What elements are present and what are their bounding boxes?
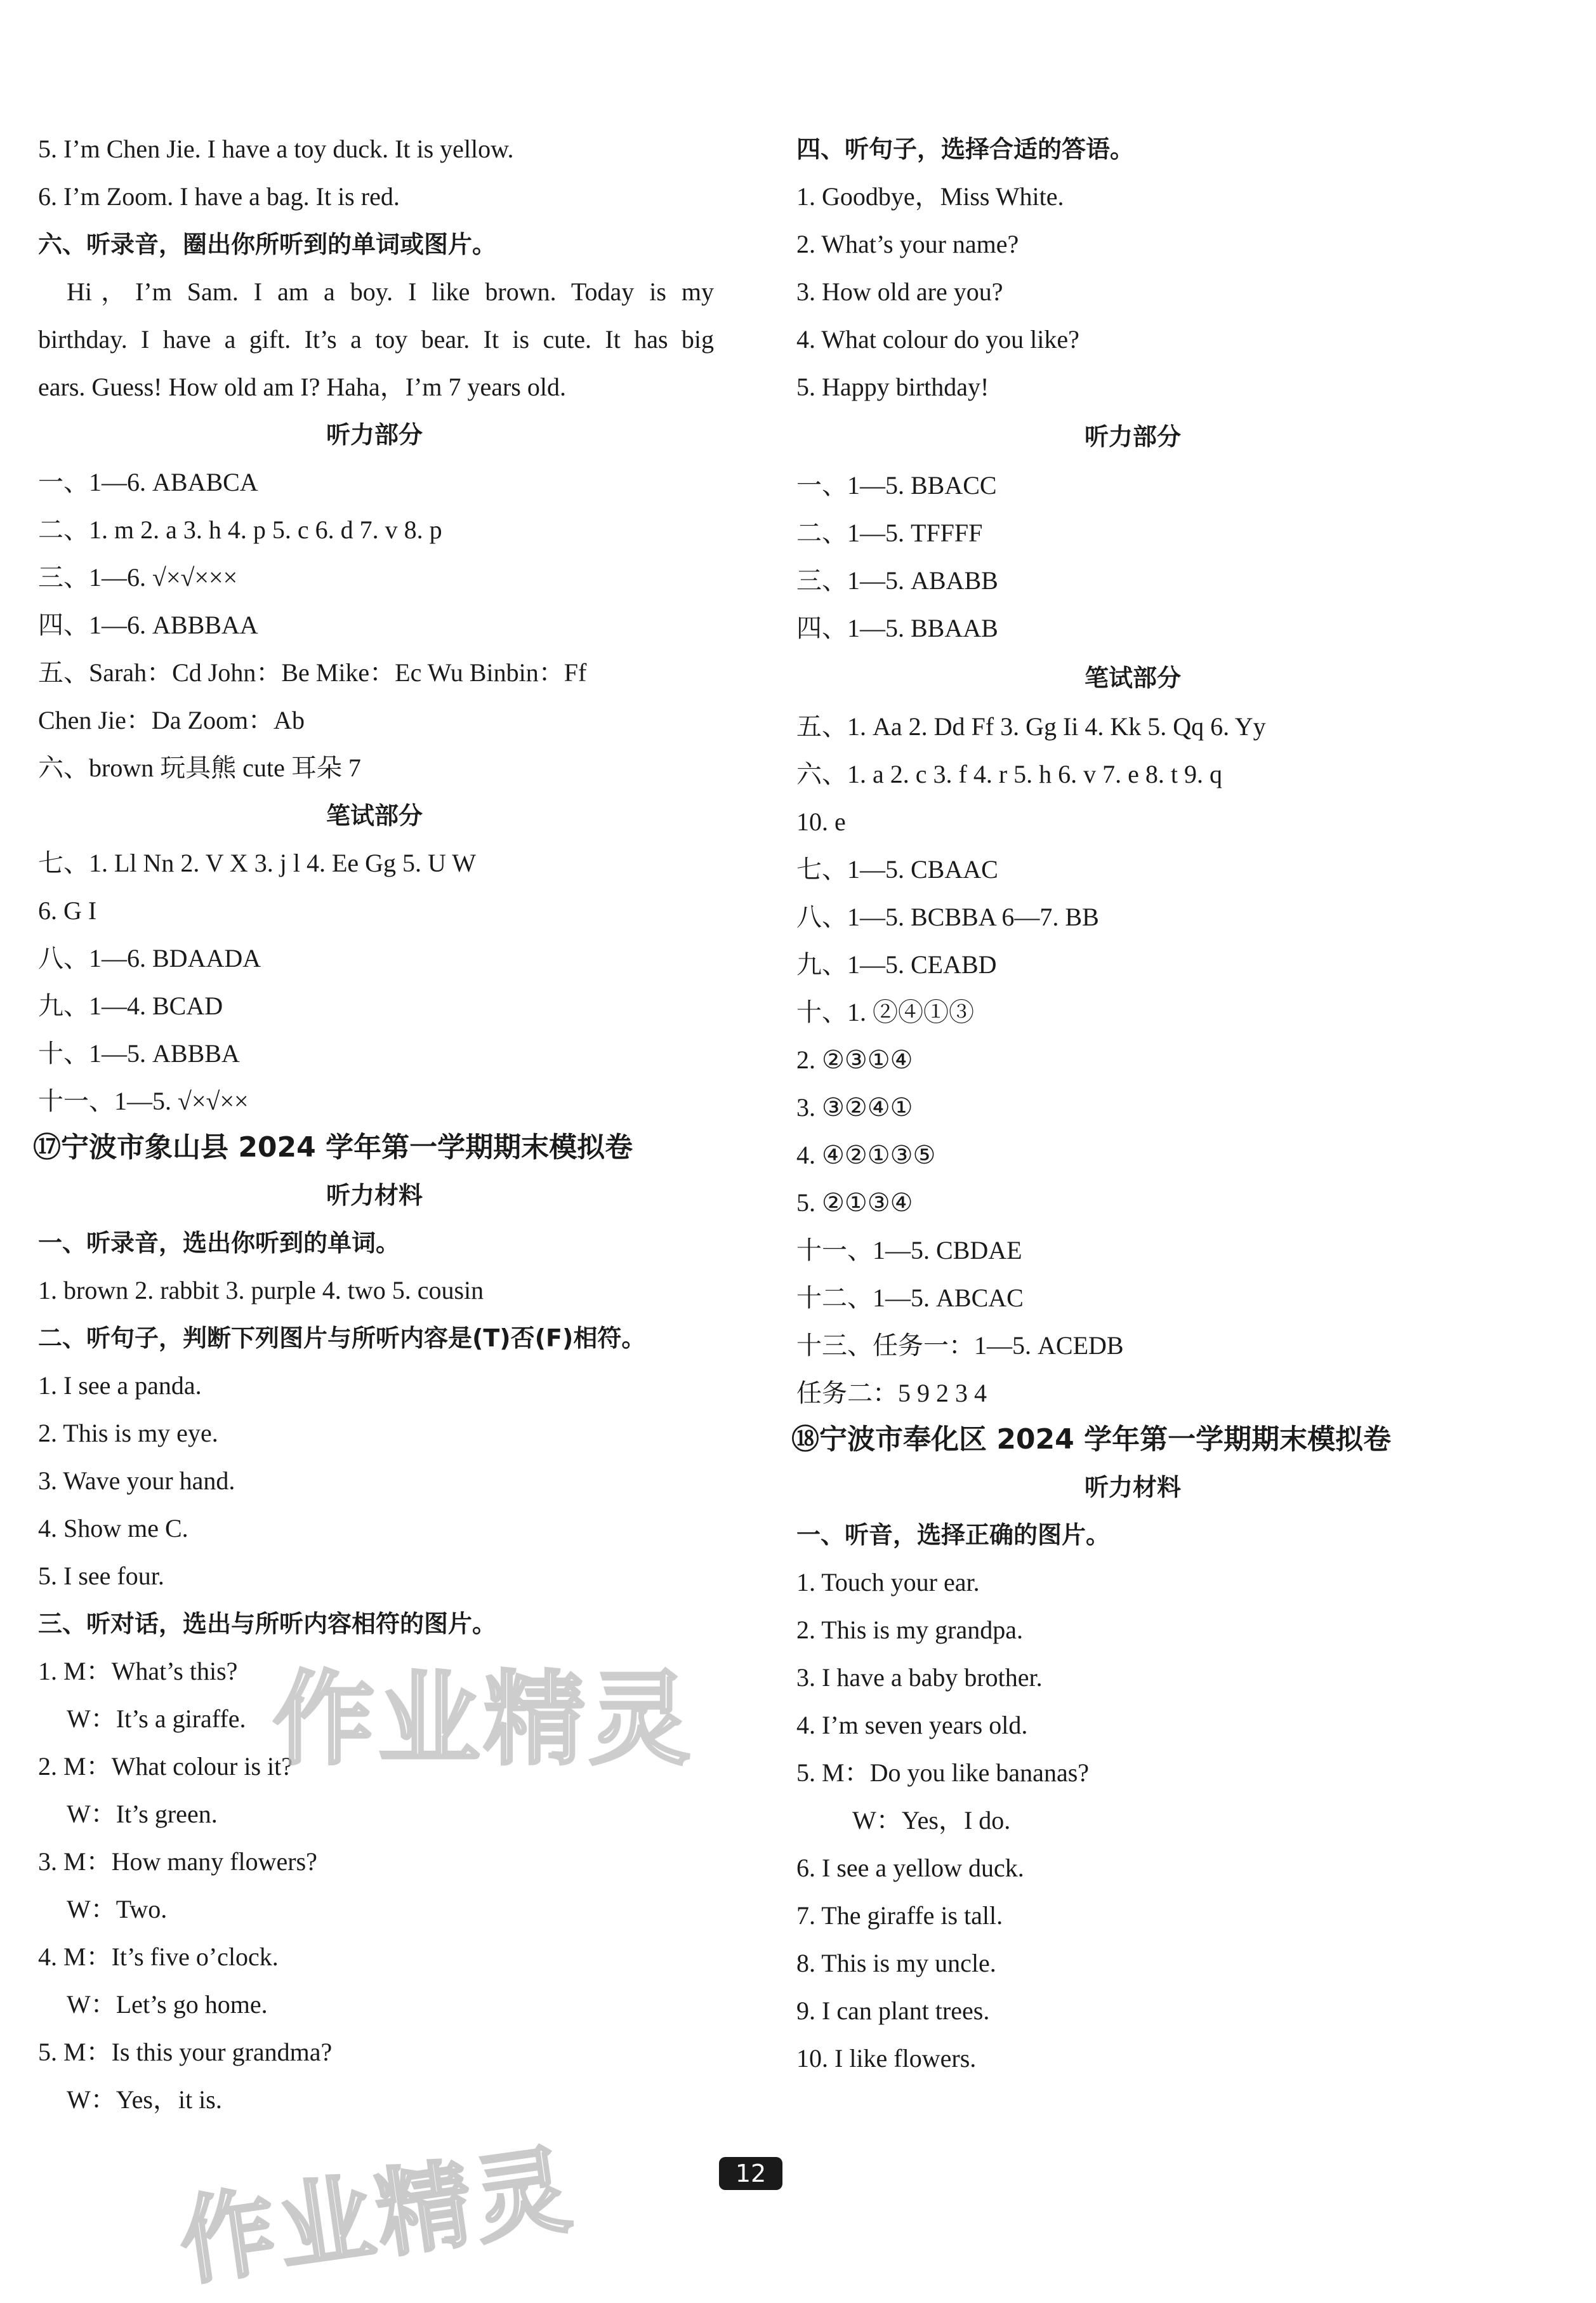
text-line: 4. I’m seven years old.: [796, 1711, 1028, 1739]
text-line: 5. Happy birthday!: [796, 373, 989, 401]
text-line: 2. ②③①④: [796, 1045, 913, 1074]
page-number: 12: [719, 2157, 782, 2190]
text-line: 2. M：What colour is it?: [38, 1752, 293, 1781]
text-line: 五、Sarah：Cd John：Be Mike：Ec Wu Binbin：Ff: [38, 658, 587, 687]
text-line: 三、1—6. √×√×××: [38, 563, 238, 592]
text-line: 2. This is my grandpa.: [796, 1616, 1024, 1644]
text-line: 六、1. a 2. c 3. f 4. r 5. h 6. v 7. e 8. t 9. q: [796, 760, 1223, 788]
text-line: 四、1—6. ABBBAA: [38, 611, 258, 639]
text-line: 10. I like flowers.: [796, 2044, 977, 2073]
text-line: 二、1—5. TFFFF: [796, 519, 983, 547]
text-line: 4. ④②①③⑤: [796, 1141, 936, 1169]
text-line: 任务二：5 9 2 3 4: [796, 1379, 987, 1407]
question-heading: 一、听录音，选出你听到的单词。: [38, 1229, 400, 1257]
text-line: 3. Wave your hand.: [38, 1466, 235, 1495]
text-line: 7. The giraffe is tall.: [796, 1901, 1003, 1930]
question-heading: 二、听句子，判断下列图片与所听内容是(T)否(F)相符。: [38, 1324, 646, 1352]
text-line: birthday. I have a gift. It’s a toy bear. It is cute. It has big: [38, 325, 714, 354]
text-line: 九、1—4. BCAD: [38, 992, 223, 1020]
text-line: Chen Jie：Da Zoom：Ab: [38, 706, 305, 734]
section-title: ⑱宁波市奉化区 2024 学年第一学期期末模拟卷: [791, 1423, 1392, 1456]
text-line: 2. What’s your name?: [796, 230, 1019, 258]
text-line: 3. M：How many flowers?: [38, 1847, 317, 1876]
text-line: 5. ②①③④: [796, 1188, 913, 1217]
text-line: 6. I’m Zoom. I have a bag. It is red.: [38, 182, 400, 211]
text-line: 十、1. ②④①③: [796, 998, 974, 1026]
text-line: 8. This is my uncle.: [796, 1949, 996, 1977]
text-line: 4. M：It’s five o’clock.: [38, 1942, 279, 1971]
text-line: 五、1. Aa 2. Dd Ff 3. Gg Ii 4. Kk 5. Qq 6. Yy: [796, 712, 1266, 741]
text-line: ears. Guess! How old am I? Haha，I’m 7 years old.: [38, 373, 566, 401]
question-heading: 一、听音，选择正确的图片。: [796, 1521, 1111, 1549]
text-line: 5. M：Do you like bananas?: [796, 1758, 1090, 1787]
text-line: 5. I see four.: [38, 1562, 164, 1590]
text-line: 3. ③②④①: [796, 1093, 913, 1122]
watermark-logo-middle: 作业精灵: [273, 1660, 695, 1779]
text-line: 6. I see a yellow duck.: [796, 1854, 1024, 1882]
text-line: Hi，I’m Sam. I am a boy. I like brown. Today is my: [67, 277, 714, 306]
text-line: 1. I see a panda.: [38, 1371, 202, 1400]
text-line: 1. Touch your ear.: [796, 1568, 980, 1596]
part-heading: 听力部分: [326, 421, 423, 449]
text-line: 七、1—5. CBAAC: [796, 855, 998, 884]
text-line: 八、1—5. BCBBA 6—7. BB: [796, 903, 1099, 931]
question-heading: 六、听录音，圈出你所听到的单词或图片。: [38, 230, 497, 258]
text-line: 十、1—5. ABBBA: [38, 1039, 240, 1068]
text-line: 十一、1—5. CBDAE: [796, 1236, 1022, 1264]
part-heading: 笔试部分: [326, 802, 423, 830]
text-line: W：Yes，it is.: [67, 2085, 222, 2114]
text-line: 5. I’m Chen Jie. I have a toy duck. It is yellow.: [38, 135, 514, 163]
text-line: 1. M：What’s this?: [38, 1657, 238, 1685]
part-heading: 笔试部分: [1084, 664, 1181, 692]
text-line: W：It’s green.: [67, 1800, 218, 1828]
part-heading: 听力材料: [326, 1181, 423, 1209]
text-line: 三、1—5. ABABB: [796, 566, 998, 595]
text-line: 4. Show me C.: [38, 1514, 188, 1543]
question-heading: 三、听对话，选出与所听内容相符的图片。: [38, 1610, 497, 1638]
text-line: W：It’s a giraffe.: [67, 1704, 246, 1733]
text-line: 四、1—5. BBAAB: [796, 614, 998, 642]
text-line: 10. e: [796, 807, 846, 836]
text-line: 十二、1—5. ABCAC: [796, 1284, 1024, 1312]
text-line: 九、1—5. CEABD: [796, 950, 997, 979]
text-line: 3. How old are you?: [796, 277, 1003, 306]
text-line: 十三、任务一：1—5. ACEDB: [796, 1331, 1124, 1360]
question-heading: 四、听句子，选择合适的答语。: [796, 135, 1135, 163]
text-line: 2. This is my eye.: [38, 1419, 218, 1447]
text-line: 八、1—6. BDAADA: [38, 944, 261, 972]
watermark-logo-bottom: 作业精灵: [173, 2134, 581, 2299]
text-line: 4. What colour do you like?: [796, 325, 1079, 354]
text-line: 1. Goodbye，Miss White.: [796, 182, 1064, 211]
text-line: 十一、1—5. √×√××: [38, 1087, 249, 1115]
text-line: W：Two.: [67, 1895, 168, 1923]
text-line: 1. brown 2. rabbit 3. purple 4. two 5. cousin: [38, 1276, 484, 1304]
text-line: 一、1—5. BBACC: [796, 471, 997, 500]
part-heading: 听力材料: [1084, 1473, 1181, 1501]
text-line: 六、brown 玩具熊 cute 耳朵 7: [38, 753, 361, 782]
text-line: 一、1—6. ABABCA: [38, 468, 258, 496]
text-line: 9. I can plant trees.: [796, 1996, 990, 2025]
text-line: 6. G I: [38, 896, 97, 925]
section-title: ⑰宁波市象山县 2024 学年第一学期期末模拟卷: [33, 1131, 633, 1164]
text-line: 3. I have a baby brother.: [796, 1663, 1043, 1692]
part-heading: 听力部分: [1084, 423, 1181, 451]
text-line: 二、1. m 2. a 3. h 4. p 5. c 6. d 7. v 8. p: [38, 515, 442, 544]
text-line: W：Let’s go home.: [67, 1990, 268, 2019]
text-line: W：Yes，I do.: [852, 1806, 1011, 1835]
text-line: 5. M：Is this your grandma?: [38, 2038, 333, 2066]
text-line: 七、1. Ll Nn 2. V X 3. j l 4. Ee Gg 5. U W: [38, 849, 476, 877]
